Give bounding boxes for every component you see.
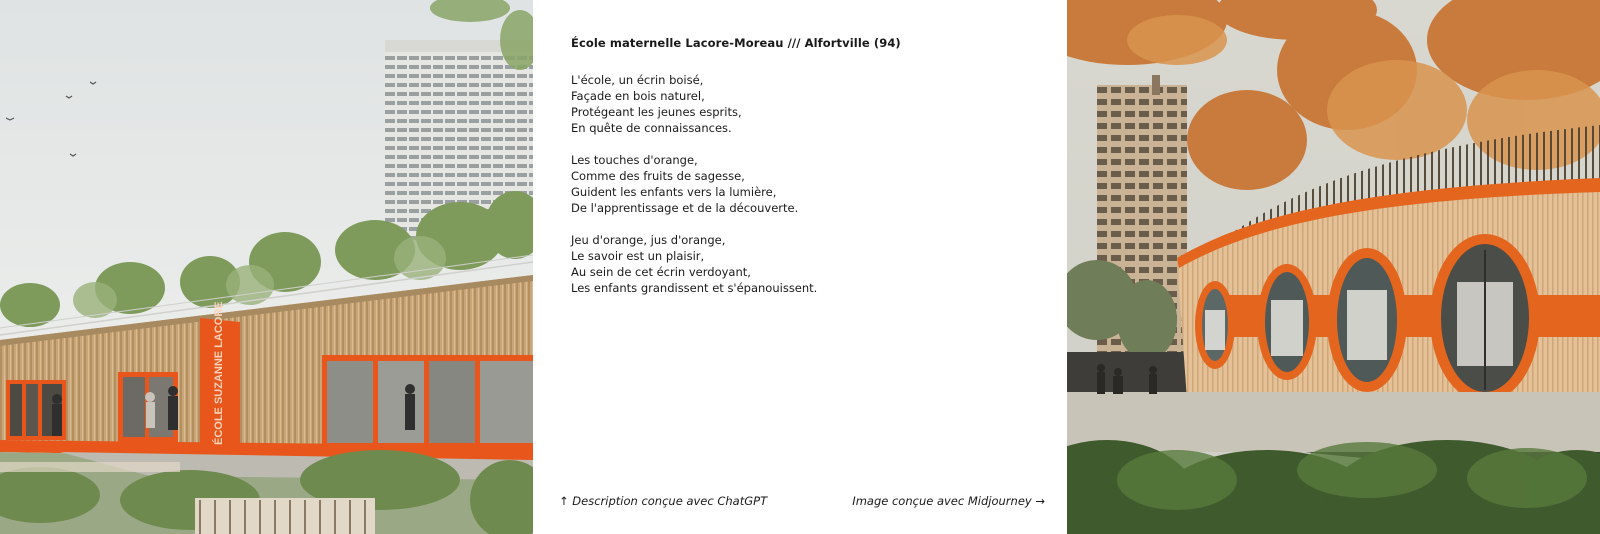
poem-line: Les touches d'orange, <box>571 153 698 167</box>
poem-line: De l'apprentissage et de la découverte. <box>571 201 799 215</box>
school-sign-text: ÉCOLE SUZANNE LACORE <box>213 301 225 445</box>
text-panel <box>533 0 1067 534</box>
arrow-up-icon: ↑ <box>559 494 569 508</box>
caption-midjourney <box>852 494 1045 508</box>
caption-chatgpt <box>559 494 767 508</box>
poem-line: Les enfants grandissent et s'épanouissent. <box>571 281 818 295</box>
poem-line: Jeu d'orange, jus d'orange, <box>571 233 726 247</box>
poem-line: Façade en bois naturel, <box>571 89 705 103</box>
poem-line: En quête de connaissances. <box>571 121 732 135</box>
poem-line: Au sein de cet écrin verdoyant, <box>571 265 751 279</box>
page-title: École maternelle Lacore-Moreau /// Alfortville (94) <box>571 36 901 50</box>
poem-line: Le savoir est un plaisir, <box>571 249 705 263</box>
midjourney-image <box>1067 0 1600 534</box>
school-rendering-image <box>0 0 533 534</box>
poem-line: Protégeant les jeunes esprits, <box>571 105 742 119</box>
poem <box>571 72 817 312</box>
poem-line: Comme des fruits de sagesse, <box>571 169 745 183</box>
generated-school-image <box>1067 0 1600 534</box>
poem-line: L'école, un écrin boisé, <box>571 73 704 87</box>
poem-stanza <box>571 232 817 296</box>
poem-stanza <box>571 72 817 136</box>
caption-midjourney-text: Image conçue avec Midjourney <box>852 494 1032 508</box>
caption-chatgpt-text: Description conçue avec ChatGPT <box>572 494 768 508</box>
poem-line: Guident les enfants vers la lumière, <box>571 185 777 199</box>
poem-stanza <box>571 152 817 216</box>
rendering-photo <box>0 0 533 534</box>
arrow-right-icon: → <box>1035 494 1045 508</box>
